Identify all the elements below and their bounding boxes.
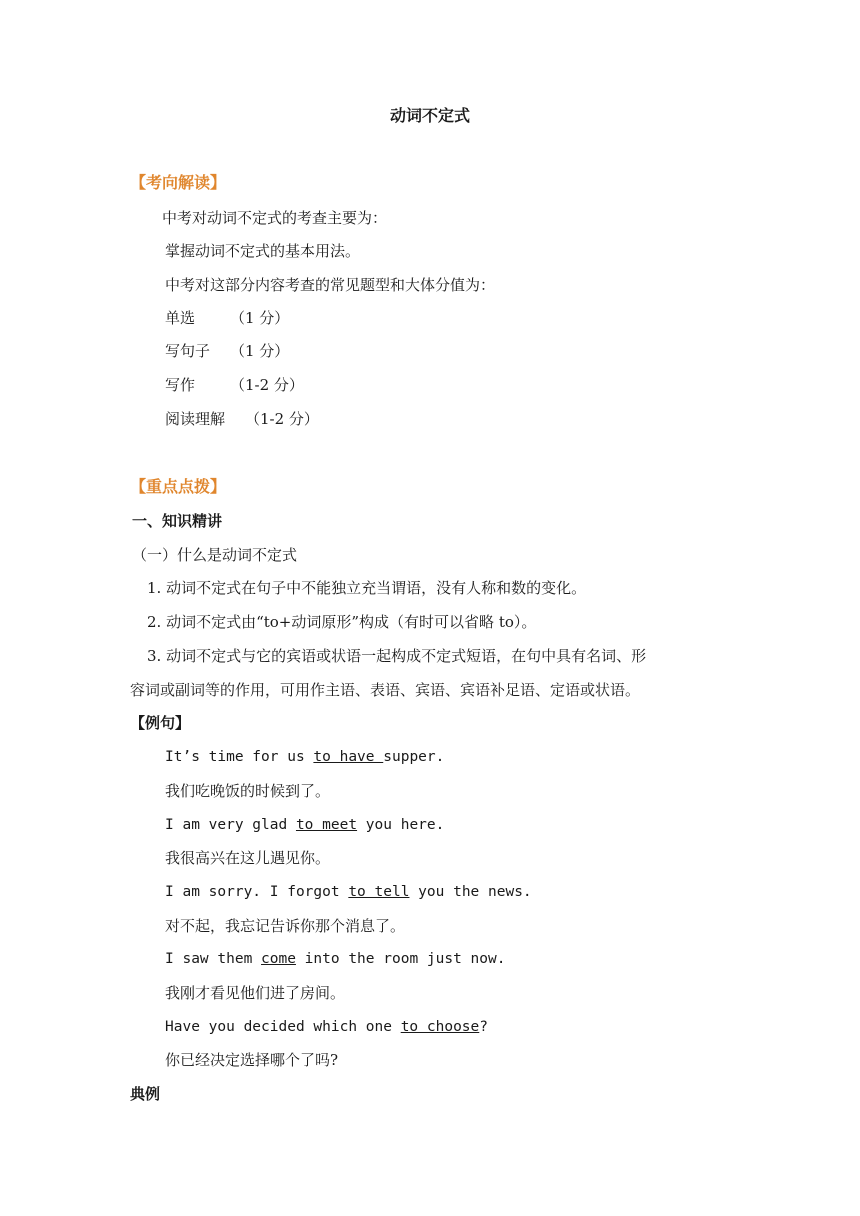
example-translation: 对不起，我忘记告诉你那个消息了。 [165, 917, 406, 935]
examples-heading: 【例句】 [130, 714, 191, 732]
example-sentence: It’s time for us to have supper. [165, 749, 445, 765]
score-label: 写句子 [165, 342, 211, 360]
subheading: 一、知识精讲 [132, 512, 223, 530]
example-translation: 我很高兴在这儿遇见你。 [165, 849, 331, 867]
score-value: （1-2 分） [230, 376, 304, 394]
part-title: （一）什么是动词不定式 [132, 546, 298, 564]
point-line: 容词或副词等的作用，可用作主语、表语、宾语、宾语补足语、定语或状语。 [130, 681, 641, 699]
example-translation: 我们吃晚饭的时候到了。 [165, 782, 331, 800]
example-translation: 我刚才看见他们进了房间。 [165, 984, 346, 1002]
point-line: 1. 动词不定式在句子中不能独立充当谓语，没有人称和数的变化。 [147, 579, 587, 597]
score-label: 阅读理解 [165, 410, 226, 428]
score-value: （1 分） [230, 309, 290, 327]
paragraph-line: 中考对动词不定式的考查主要为： [162, 209, 388, 227]
example-sentence: I am very glad to meet you here. [165, 817, 445, 833]
section-heading-exam-analysis: 【考向解读】 [130, 173, 227, 192]
example-sentence: I am sorry. I forgot to tell you the news. [165, 884, 532, 900]
point-line: 2. 动词不定式由“to+动词原形”构成（有时可以省略 to）。 [147, 613, 537, 631]
score-label: 单选 [165, 309, 196, 327]
score-label: 写作 [165, 376, 196, 394]
paragraph-line: 中考对这部分内容考查的常见题型和大体分值为： [165, 276, 496, 294]
page-title: 动词不定式 [389, 106, 470, 125]
section-heading-key-points: 【重点点拨】 [130, 477, 227, 496]
paragraph-line: 掌握动词不定式的基本用法。 [165, 242, 361, 260]
point-line: 3. 动词不定式与它的宾语或状语一起构成不定式短语，在句中具有名词、形 [147, 647, 647, 665]
example-sentence: I saw them come into the room just now. [165, 951, 506, 967]
score-value: （1-2 分） [245, 410, 319, 428]
example-sentence: Have you decided which one to choose? [165, 1019, 489, 1035]
score-value: （1 分） [230, 342, 290, 360]
example-translation: 你已经决定选择哪个了吗? [165, 1051, 339, 1069]
typical-example-heading: 典例 [130, 1085, 161, 1103]
